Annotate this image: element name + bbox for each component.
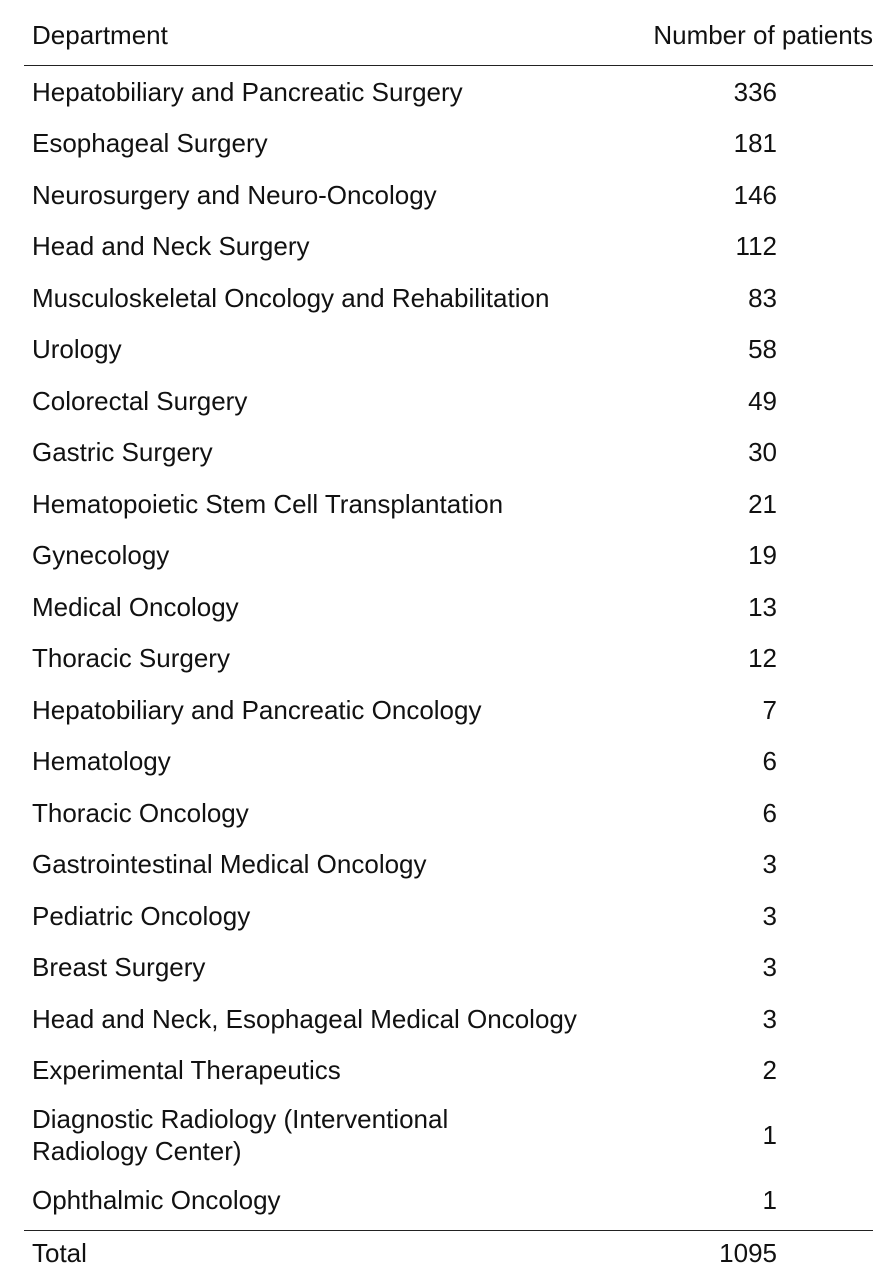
patients-cell: 112 bbox=[735, 231, 777, 262]
department-cell: Hepatobiliary and Pancreatic Oncology bbox=[32, 694, 482, 725]
header-department: Department bbox=[32, 19, 168, 50]
department-cell-line: Diagnostic Radiology (Interventional bbox=[32, 1104, 449, 1134]
total-label: Total bbox=[32, 1238, 87, 1268]
patients-cell: 12 bbox=[748, 643, 777, 674]
department-cell: Gastrointestinal Medical Oncology bbox=[32, 849, 427, 880]
table-row bbox=[24, 993, 873, 1045]
patients-cell: 7 bbox=[762, 694, 777, 725]
patients-cell: 336 bbox=[733, 76, 777, 107]
total-row bbox=[24, 1230, 873, 1276]
patients-cell: 30 bbox=[748, 437, 777, 468]
table-row bbox=[24, 478, 873, 530]
table-row bbox=[24, 839, 873, 891]
department-cell: Gastric Surgery bbox=[32, 437, 213, 468]
patients-cell: 2 bbox=[762, 1055, 777, 1086]
table-row bbox=[24, 530, 873, 582]
patients-cell: 181 bbox=[733, 128, 777, 159]
patients-cell: 3 bbox=[762, 1003, 777, 1034]
patients-by-department-table bbox=[24, 0, 873, 1276]
table-row bbox=[24, 942, 873, 994]
table-row bbox=[24, 118, 873, 170]
department-cell: Hematopoietic Stem Cell Transplantation bbox=[32, 488, 504, 519]
patients-cell: 49 bbox=[748, 385, 777, 416]
table-row bbox=[24, 169, 873, 221]
table-row bbox=[24, 272, 873, 324]
department-cell: Medical Oncology bbox=[32, 591, 239, 622]
table-row bbox=[24, 890, 873, 942]
patients-cell: 3 bbox=[762, 952, 777, 983]
table-row bbox=[24, 324, 873, 376]
total-patients: 1095 bbox=[719, 1238, 777, 1268]
table-row bbox=[24, 1096, 873, 1174]
department-cell bbox=[24, 1103, 624, 1167]
table-row bbox=[24, 221, 873, 273]
table-row bbox=[24, 1174, 873, 1226]
table-row bbox=[24, 427, 873, 479]
department-cell: Thoracic Oncology bbox=[32, 797, 249, 828]
patients-cell: 6 bbox=[762, 746, 777, 777]
department-cell: Hepatobiliary and Pancreatic Surgery bbox=[32, 76, 463, 107]
department-cell: Hematology bbox=[32, 746, 171, 777]
department-cell: Esophageal Surgery bbox=[32, 128, 268, 159]
department-cell: Neurosurgery and Neuro-Oncology bbox=[32, 179, 437, 210]
department-cell: Head and Neck Surgery bbox=[32, 231, 310, 262]
patients-cell: 13 bbox=[748, 591, 777, 622]
table-row bbox=[24, 736, 873, 788]
department-cell: Ophthalmic Oncology bbox=[32, 1184, 281, 1215]
patients-cell: 83 bbox=[748, 282, 777, 313]
department-cell: Colorectal Surgery bbox=[32, 385, 248, 416]
department-cell-line: Radiology Center) bbox=[32, 1136, 242, 1166]
patients-cell: 146 bbox=[733, 179, 777, 210]
patients-cell: 19 bbox=[748, 540, 777, 571]
table-row bbox=[24, 684, 873, 736]
header-number-of-patients: Number of patients bbox=[653, 19, 873, 50]
table-row bbox=[24, 1045, 873, 1097]
patients-cell: 1 bbox=[762, 1184, 777, 1215]
table-row bbox=[24, 581, 873, 633]
department-cell: Urology bbox=[32, 334, 122, 365]
department-cell: Pediatric Oncology bbox=[32, 900, 251, 931]
table-row bbox=[24, 633, 873, 685]
table-row bbox=[24, 787, 873, 839]
department-cell: Breast Surgery bbox=[32, 952, 206, 983]
patients-cell: 1 bbox=[762, 1120, 777, 1150]
table-row bbox=[24, 375, 873, 427]
department-cell: Head and Neck, Esophageal Medical Oncology bbox=[32, 1003, 577, 1034]
patients-cell: 21 bbox=[748, 488, 777, 519]
patients-cell: 3 bbox=[762, 849, 777, 880]
department-cell: Experimental Therapeutics bbox=[32, 1055, 341, 1086]
patients-cell: 58 bbox=[748, 334, 777, 365]
department-cell: Thoracic Surgery bbox=[32, 643, 230, 674]
patients-cell: 6 bbox=[762, 797, 777, 828]
department-cell: Musculoskeletal Oncology and Rehabilitation bbox=[32, 282, 550, 313]
table-header bbox=[24, 0, 873, 66]
patients-cell: 3 bbox=[762, 900, 777, 931]
table-row bbox=[24, 66, 873, 118]
department-cell: Gynecology bbox=[32, 540, 170, 571]
